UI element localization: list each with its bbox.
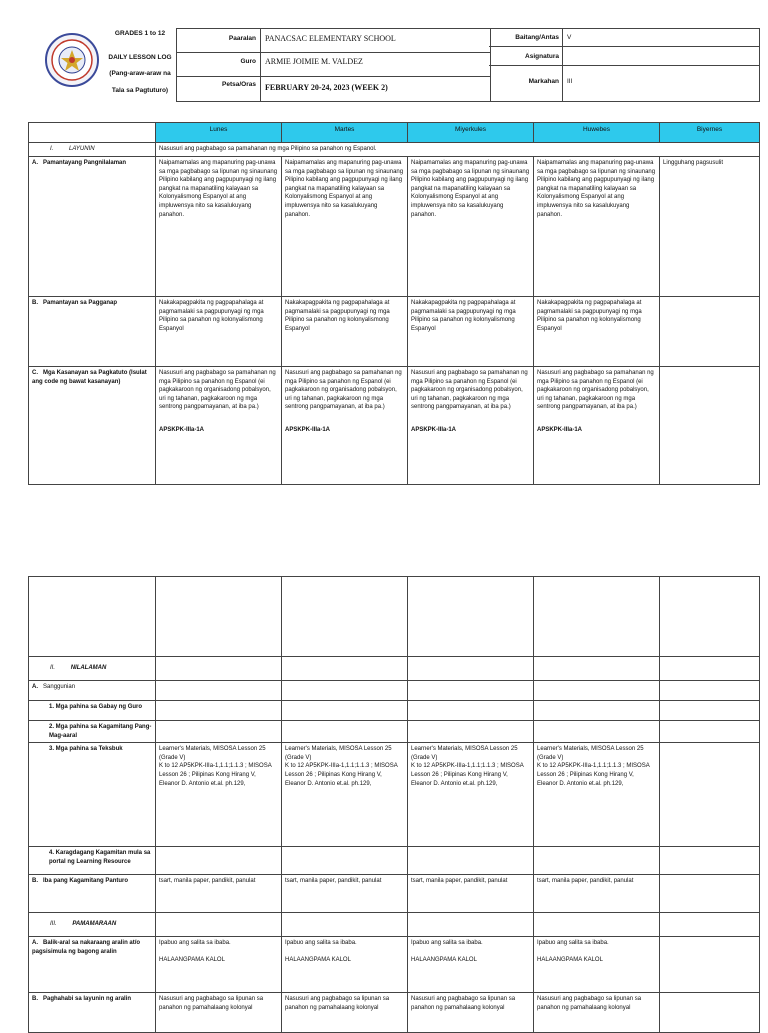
section-title-pamamaraan: PAMAMARAAN: [72, 921, 117, 928]
cell-tue: Nasusuri ang pagbabago sa lipunan sa panahon ng pamahalaang kolonyal: [282, 993, 408, 1033]
cell-thu: tsart, manila paper, pandikit, panulat: [534, 875, 660, 913]
table-row: [29, 577, 760, 657]
table-row: [29, 297, 760, 367]
row-label: B. Iba pang Kagamitang Panturo: [29, 875, 156, 913]
cell-mon: Naipamamalas ang mapanuring pag-unawa sa mga pagbabago sa lipunan ng sinaunang Pilipino kabilang ang pagpupunyagi ng ilang pangkat na mapanatiling kalayaan sa Kolonyalismong Espanyol at ang impluwensya nito sa kasalukuyang panahon.: [156, 157, 282, 297]
date-value: FEBRUARY 20-24, 2023 (WEEK 2): [265, 83, 388, 92]
table-row: [29, 157, 760, 297]
row-label: A. Sanggunian: [29, 681, 156, 701]
table-row: [29, 993, 760, 1033]
row-label: 4. Karagdagang Kagamitan mula sa portal ng Learning Resource: [29, 847, 156, 875]
log-subtitle-2: Tala sa Pagtuturo): [111, 87, 169, 94]
day-header-fri: Biyernes: [660, 123, 760, 143]
cell-tue: Ipabuo ang salita sa ibaba. HALAANGPAMA KALOL: [282, 937, 408, 993]
quarter-value: III: [567, 78, 573, 85]
day-header-wed: Miyerkules: [408, 123, 534, 143]
cell-fri: Lingguhang pagsusulit: [660, 157, 760, 297]
competency-code: APSKPK-IIIa-1A: [537, 426, 583, 433]
cell-wed: Learner's Materials, MISOSA Lesson 25 (Grade V) K to 12 AP5KPK-IIIa-1,1.1;1.1.3 ; MISOSA Lesson 26 ; Pilipinas Kong Hirang V, Eleanor D. Antonio et.al. ph.129,: [408, 743, 534, 847]
competency-code: APSKPK-IIIa-1A: [159, 426, 205, 433]
table-row: [29, 721, 760, 743]
school-value: PANACSAC ELEMENTARY SCHOOL: [265, 34, 396, 43]
section-heading: II. NILALAMAN: [29, 657, 156, 681]
day-header-tue: Martes: [282, 123, 408, 143]
nilalaman-row: [29, 657, 760, 681]
school-label: Paaralan: [228, 35, 256, 42]
cell-thu: Learner's Materials, MISOSA Lesson 25 (Grade V) K to 12 AP5KPK-IIIa-1,1.1;1.1.3 ; MISOSA Lesson 26 ; Pilipinas Kong Hirang V, Eleanor D. Antonio et.al. ph.129,: [534, 743, 660, 847]
teacher-value: ARMIE JOIMIE M. VALDEZ: [265, 57, 363, 66]
row-label: B. Paghahabi sa layunin ng aralin: [29, 993, 156, 1033]
cell-mon: Nasusuri ang pagbabago sa lipunan sa panahon ng pamahalaang kolonyal: [156, 993, 282, 1033]
cell-mon: Nakakapagpakita ng pagpapahalaga at pagmamalaki sa pagpupunyagi ng mga Pilipino sa panahon ng kolonyalismong Espanyol: [156, 297, 282, 367]
competency-code: APSKPK-IIIa-1A: [411, 426, 457, 433]
pamamaraan-row: [29, 913, 760, 937]
table-row: [29, 367, 760, 485]
cell-mon: tsart, manila paper, pandikit, panulat: [156, 875, 282, 913]
row-label: 1. Mga pahina sa Gabay ng Guro: [29, 701, 156, 721]
cell-thu: Nakakapagpakita ng pagpapahalaga at pagmamalaki sa pagpupunyagi ng mga Pilipino sa panahon ng kolonyalismong Espanyol: [534, 297, 660, 367]
teacher-label: Guro: [240, 58, 256, 65]
cell-tue: Learner's Materials, MISOSA Lesson 25 (Grade V) K to 12 AP5KPK-IIIa-1,1.1;1.1.3 ; MISOSA Lesson 26 ; Pilipinas Kong Hirang V, Eleanor D. Antonio et.al. ph.129,: [282, 743, 408, 847]
table-row: [29, 701, 760, 721]
row-label: C. Mga Kasanayan sa Pagkatuto (Isulat ang code ng bawat kasanayan): [29, 367, 156, 485]
cell-wed: Nasusuri ang pagbabago sa lipunan sa panahon ng pamahalaang kolonyal: [408, 993, 534, 1033]
date-label: Petsa/Oras: [222, 81, 256, 88]
lesson-table-content: [28, 576, 760, 1033]
cell-tue: tsart, manila paper, pandikit, panulat: [282, 875, 408, 913]
cell-wed: tsart, manila paper, pandikit, panulat: [408, 875, 534, 913]
table-row: [29, 681, 760, 701]
log-title: DAILY LESSON LOG: [108, 54, 172, 61]
header-block: [28, 28, 759, 100]
layunin-row: [29, 143, 760, 157]
section-heading: III. PAMAMARAAN: [29, 913, 156, 937]
cell-wed: Naipamamalas ang mapanuring pag-unawa sa mga pagbabago sa lipunan ng sinaunang Pilipino kabilang ang pagpupunyagi ng ilang pangkat na mapanatiling kalayaan sa Kolonyalismong Espanyol at ang impluwensya nito sa kasalukuyang panahon.: [408, 157, 534, 297]
row-label: 2. Mga pahina sa Kagamitang Pang-Mag-aaral: [29, 721, 156, 743]
row-label: B. Pamantayan sa Pagganap: [29, 297, 156, 367]
cell-fri: [660, 367, 760, 485]
school-info-grid: [176, 28, 491, 102]
cell-wed: Nakakapagpakita ng pagpapahalaga at pagmamalaki sa pagpupunyagi ng mga Pilipino sa panahon ng kolonyalismong Espanyol: [408, 297, 534, 367]
cell-tue: Nasusuri ang pagbabago sa pamahanan ng mga Pilipino sa panahon ng Espanol (ei pagkakaroon ng organisadong pobalsyon, uri ng tahanan, pagkakaroon ng mga sentrong pangpamayanan, at iba pa.) APSKPK-IIIa-1A: [282, 367, 408, 485]
grade-value: V: [567, 34, 572, 41]
cell-mon: Nasusuri ang pagbabago sa pamahanan ng mga Pilipino sa panahon ng Espanol (ei pagkakaroon ng organisadong pobalsyon, uri ng tahanan, pagkakaroon ng mga sentrong pangpamayanan, at iba pa.) APSKPK-IIIa-1A: [156, 367, 282, 485]
competency-code: APSKPK-IIIa-1A: [285, 426, 331, 433]
corner-cell: [29, 123, 156, 143]
cell-fri: [660, 297, 760, 367]
class-info-grid: [489, 28, 760, 102]
grade-label: Baitang/Antas: [515, 34, 559, 41]
cell-wed: Nasusuri ang pagbabago sa pamahanan ng mga Pilipino sa panahon ng Espanol (ei pagkakaroon ng organisadong pobalsyon, uri ng tahanan, pagkakaroon ng mga sentrong pangpamayanan, at iba pa.) APSKPK-IIIa-1A: [408, 367, 534, 485]
day-header-mon: Lunes: [156, 123, 282, 143]
section-title-layunin: LAYUNIN: [69, 146, 95, 152]
cell-mon: Learner's Materials, MISOSA Lesson 25 (Grade V) K to 12 AP5KPK-IIIa-1,1.1;1.1.3 ; MISOSA Lesson 26 ; Pilipinas Kong Hirang V, Eleanor D. Antonio et.al. ph.129,: [156, 743, 282, 847]
day-header-row: [29, 123, 760, 143]
table-row: [29, 847, 760, 875]
cell-tue: Naipamamalas ang mapanuring pag-unawa sa mga pagbabago sa lipunan ng sinaunang Pilipino kabilang ang pagpupunyagi ng ilang pangkat na mapanatiling kalayaan sa Kolonyalismong Espanyol at ang impluwensya nito sa kasalukuyang panahon.: [282, 157, 408, 297]
section-title-nilalaman: NILALAMAN: [70, 665, 107, 672]
cell-thu: Ipabuo ang salita sa ibaba. HALAANGPAMA KALOL: [534, 937, 660, 993]
subject-label: Asignatura: [525, 53, 559, 60]
log-subtitle-1: (Pang-araw-araw na: [109, 70, 171, 77]
row-label: A. Pamantayang Pangnilalaman: [29, 157, 156, 297]
cell-tue: Nakakapagpakita ng pagpapahalaga at pagmamalaki sa pagpupunyagi ng mga Pilipino sa panahon ng kolonyalismong Espanyol: [282, 297, 408, 367]
lesson-table-objectives: [28, 122, 760, 485]
quarter-label: Markahan: [528, 78, 559, 85]
cell-thu: Naipamamalas ang mapanuring pag-unawa sa mga pagbabago sa lipunan ng sinaunang Pilipino kabilang ang pagpupunyagi ng ilang pangkat na mapanatiling kalayaan sa Kolonyalismong Espanyol at ang impluwensya nito sa kasalukuyang panahon.: [534, 157, 660, 297]
cell-wed: Ipabuo ang salita sa ibaba. HALAANGPAMA KALOL: [408, 937, 534, 993]
cell-mon: Ipabuo ang salita sa ibaba. HALAANGPAMA KALOL: [156, 937, 282, 993]
day-header-thu: Huwebes: [534, 123, 660, 143]
layunin-text: Nasusuri ang pagbabago sa pamahanan ng mga Pilipino sa panahon ng Espanol.: [156, 143, 760, 157]
table-row: [29, 937, 760, 993]
cell-thu: Nasusuri ang pagbabago sa pamahanan ng mga Pilipino sa panahon ng Espanol (ei pagkakaroon ng organisadong pobalsyon, uri ng tahanan, pagkakaroon ng mga sentrong pangpamayanan, at iba pa.) APSKPK-IIIa-1A: [534, 367, 660, 485]
cell-thu: Nasusuri ang pagbabago sa lipunan sa panahon ng pamahalaang kolonyal: [534, 993, 660, 1033]
grades-title: GRADES 1 to 12: [114, 30, 166, 37]
row-label: A. Balik-aral sa nakaraang aralin at/o pagsisimula ng bagong aralin: [29, 937, 156, 993]
table-row: [29, 743, 760, 847]
row-label: 3. Mga pahina sa Teksbuk: [29, 743, 156, 847]
table-row: [29, 875, 760, 913]
section-heading: I. LAYUNIN: [29, 143, 156, 157]
